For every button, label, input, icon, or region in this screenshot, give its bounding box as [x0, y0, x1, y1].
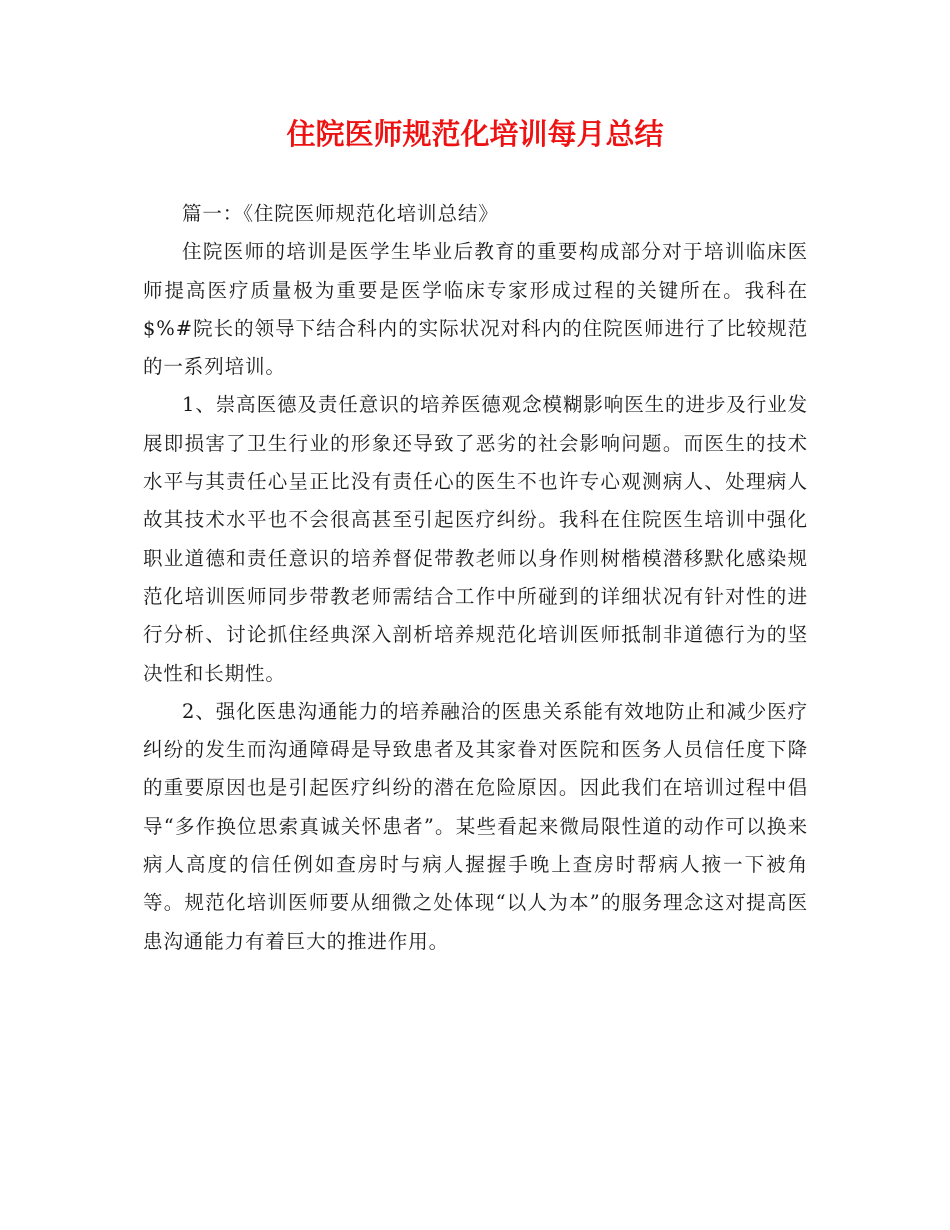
document-title: 住院医师规范化培训每月总结 — [286, 117, 664, 151]
paragraph-intro: 住院医师的培训是医学生毕业后教育的重要构成部分对于培训临床医师提高医疗质量极为重要是医学临床专家形成过程的关键所在。我科在$%#院长的领导下结合科内的实际状况对科内的住院医师进行了比较规范的一系列培训。 — [143, 240, 808, 379]
document-body — [143, 195, 808, 961]
paragraph-item-1: 1、崇高医德及责任意识的培养医德观念模糊影响医生的进步及行业发展即损害了卫生行业的形象还导致了恶劣的社会影响问题。而医生的技术水平与其责任心呈正比没有责任心的医生不也许专心观测病人、处理病人故其技术水平也不会很高甚至引起医疗纠纷。我科在住院医生培训中强化职业道德和责任意识的培养督促带教老师以身作则树楷模潜移默化感染规范化培训医师同步带教老师需结合工作中所碰到的详细状况有针对性的进行分析、讨论抓住经典深入剖析培养规范化培训医师抵制非道德行为的坚决性和长期性。 — [143, 393, 808, 685]
paragraph-item-2: 2、强化医患沟通能力的培养融洽的医患关系能有效地防止和减少医疗纠纷的发生而沟通障碍是导致患者及其家眷对医院和医务人员信任度下降的重要原因也是引起医疗纠纷的潜在危险原因。因此我们在培训过程中倡导“多作换位思索真诚关怀患者”。某些看起来微局限性道的动作可以换来病人高度的信任例如查房时与病人握握手晚上查房时帮病人掖一下被角等。规范化培训医师要从细微之处体现“以人为本”的服务理念这对提高医患沟通能力有着巨大的推进作用。 — [143, 699, 808, 953]
section-heading: 篇一：《住院医师规范化培训总结》 — [182, 202, 499, 225]
